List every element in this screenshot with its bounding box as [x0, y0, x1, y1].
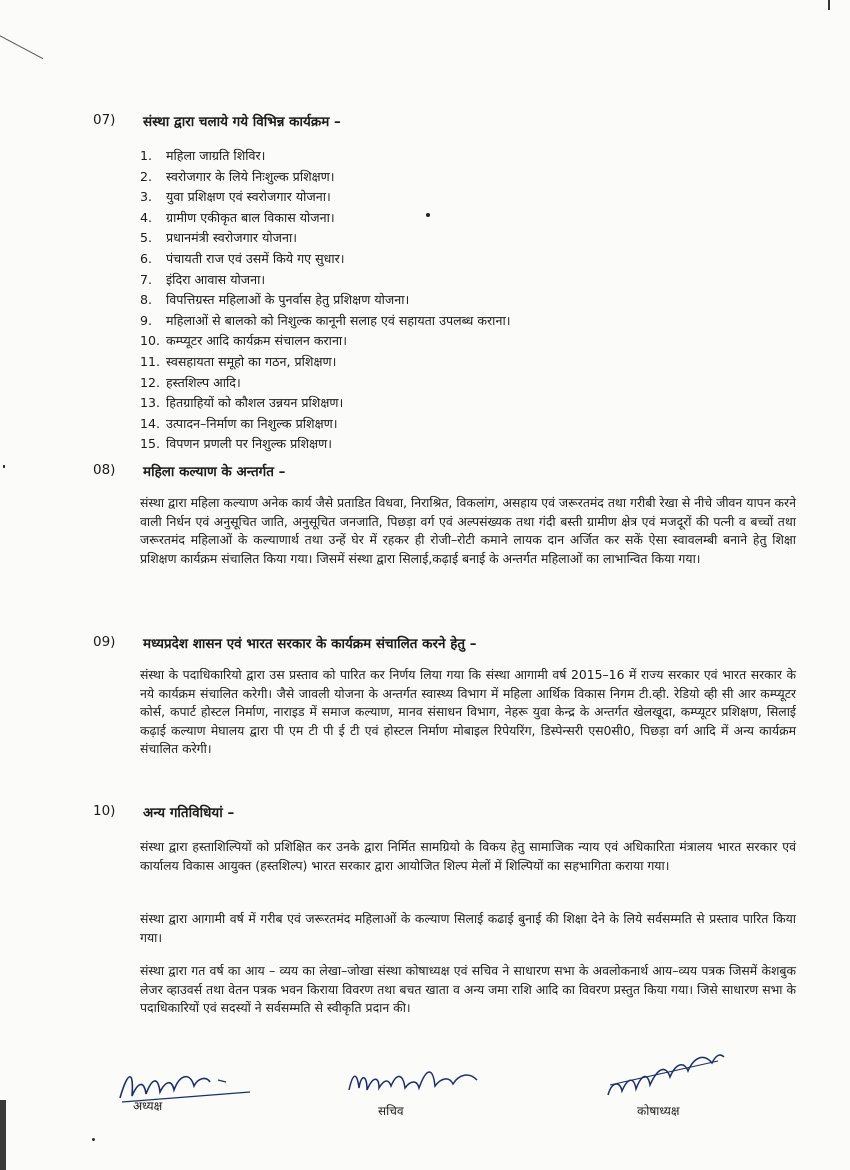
- list-item-text: हस्तशिल्प आदि।: [166, 374, 241, 390]
- paragraph-09: संस्था के पदाधिकारियो द्वारा उस प्रस्ताव को पारित कर निर्णय लिया गया कि संस्था आगामी वर्ष 2015–16 में राज्य सरकार एवं भारत सरकार के नये कार्यक्रम संचालित करेगी। जैसे जावली योजना के अन्तर्गत स्वास्थ्य विभाग में महिला आर्थिक विकास निगम टी.व्ही. रेडियो व्ही सी आर कम्प्यूटर कोर्स, कपार्ट होस्टल निर्माण, नाराइड में समाज कल्याण, मानव संसाधन विभाग, नेहरू युवा केन्द्र के अन्तर्गत खेलखूदा, कम्प्यूटर प्रशिक्षण, सिलाई कढ़ाई कल्याण मेघालय द्वारा पी एम टी पी ई टी एवं होस्टल निर्माण मोबाइल रिपेयरिंग, डिस्पेन्सरी एस0सी0, पिछड़ा वर्ग आदि में अन्य कार्यक्रम संचालित करेगी।: [140, 667, 797, 757]
- list-item-text: हितग्राहियों को कौशल उन्नयन प्रशिक्षण।: [166, 395, 344, 411]
- section-10-heading: [93, 803, 234, 821]
- list-item-number: 6.: [140, 250, 153, 266]
- list-item: [140, 167, 510, 188]
- scan-edge-mark-top: [828, 0, 830, 10]
- treasurer-label: कोषाध्यक्ष: [637, 1104, 680, 1118]
- list-item-text: महिला जाग्रति शिविर।: [166, 148, 266, 163]
- list-item-number: 2.: [140, 168, 153, 184]
- list-item-text: इंदिरा आवास योजना।: [166, 271, 266, 287]
- list-item-number: 5.: [140, 230, 153, 246]
- list-item-text: प्रधानमंत्री स्वरोजगार योजना।: [166, 230, 298, 246]
- list-item-number: 9.: [140, 312, 153, 328]
- section-09-heading: [93, 634, 477, 652]
- section-07-heading: [93, 112, 341, 130]
- list-item-text: ग्रामीण एकीकृत बाल विकास योजना।: [166, 209, 335, 225]
- list-item-number: 3.: [140, 189, 153, 205]
- section-number: 08): [93, 462, 116, 478]
- list-item-text: स्वरोजगार के लिये निःशुल्क प्रशिक्षण।: [166, 168, 335, 184]
- paragraph-10a: संस्था द्वारा हस्ताशिल्पियों को प्रशिक्षित कर उनके द्वारा निर्मित सामग्रियो के विकय हेतु सामाजिक न्याय एवं अधिकारिता मंत्रालय भारत सरकार एवं कार्यालय विकास आयुक्त (हस्तशिल्प) भारत सरकार द्वारा आयोजित शिल्प मेलों में शिल्पियों का सहभागिता कराया गया।: [140, 839, 796, 873]
- list-item-text: पंचायती राज एवं उसमें किये गए सुधार।: [166, 250, 345, 266]
- scan-edge-dot-left: [3, 465, 5, 468]
- section-title: संस्था द्वारा चलाये गये विभिन्न कार्यक्रम –: [143, 114, 341, 130]
- list-item: [140, 352, 510, 373]
- section-number: 10): [93, 803, 116, 819]
- secretary-label: सचिव: [378, 1104, 404, 1118]
- section-title: मध्यप्रदेश शासन एवं भारत सरकार के कार्यक्रम संचालित करने हेतु –: [143, 636, 477, 652]
- list-item-number: 7.: [140, 271, 153, 287]
- paragraph-10b: संस्था द्वारा आगामी वर्ष में गरीब एवं जरूरतमंद महिलाओं के कल्याण सिलाई कढाई बुनाई की शिक्षा देने के लिये सर्वसम्मति से प्रस्ताव पारित किया गया।: [140, 911, 796, 945]
- list-item-number: 15.: [140, 436, 161, 452]
- list-item: [140, 414, 510, 435]
- stray-dot: [426, 213, 430, 217]
- list-item: [140, 270, 510, 291]
- list-item-number: 10.: [140, 333, 161, 349]
- list-item: [140, 311, 510, 332]
- list-item-number: 12.: [140, 374, 161, 390]
- list-item: [140, 290, 510, 311]
- list-item-text: उत्पादन–निर्माण का निशुल्क प्रशिक्षण।: [166, 415, 338, 431]
- scan-corner-mark: [0, 30, 43, 59]
- treasurer-signature: [600, 1045, 730, 1105]
- list-item: [140, 146, 510, 167]
- paragraph-08: संस्था द्वारा महिला कल्याण अनेक कार्य जैसे प्रताडित विधवा, निराश्रित, विकलांग, असहाय एवं जरूरतमंद तथा गरीबी रेखा से नीचे जीवन यापन करने वाली निर्धन एवं अनुसूचित जाति, अनुसूचित जनजाति, पिछड़ा वर्ग एवं अल्पसंख्यक तथा गंदी बस्ती ग्रामीण क्षेत्र एवं मजदूरों की पत्नी व बच्चों तथा जरूरतमंद महिलाओं के कल्याणार्थ तथा उन्हें घेर में रहकर ही रोजी–रोटी कमाने लायक दान अर्जित कर सकें ऐसा स्वावलम्बी बनाने हेतु शिक्षा प्रशिक्षण कार्यक्रम संचालित किया गया। जिसमें संस्था द्वारा सिलाई,कढ़ाई बनाई के अन्तर्गत महिलाओं का लाभान्वित किया गया।: [140, 495, 796, 566]
- list-item-text: विपणन प्रणली पर निशुल्क प्रशिक्षण।: [166, 436, 332, 452]
- section-number: 09): [93, 634, 116, 650]
- list-item-text: कम्प्यूटर आदि कार्यक्रम संचालन कराना।: [166, 333, 347, 349]
- section-title: अन्य गतिविधियां –: [143, 805, 235, 821]
- list-item: [140, 373, 510, 394]
- paragraph-10c: संस्था द्वारा गत वर्ष का आय – व्यय का लेखा–जोखा संस्था कोषाध्यक्ष एवं सचिव ने साधारण सभा के अवलोकनार्थ आय–व्यय पत्रक जिसमें केशबुक लेजर व्हाउवर्स तथा वेतन पत्रक भवन किराया विवरण तथा बचत खाता व अन्य जमा राशि आदि का विवरण प्रस्तुत किया गया। जिसे साधारण सभा के पदाधिकारियों एवं सदस्यों ने सर्वसम्मति से स्वीकृति प्रदान की।: [140, 963, 796, 1016]
- list-item-text: स्वसहायता समूहो का गठन, प्रशिक्षण।: [166, 353, 337, 369]
- list-item: [140, 393, 510, 414]
- list-item: [140, 187, 510, 208]
- secretary-signature: [345, 1062, 495, 1102]
- section-08-heading: [93, 462, 285, 480]
- list-item-text: महिलाओं से बालको को निशुल्क कानूनी सलाह एवं सहायता उपलब्ध कराना।: [166, 312, 511, 328]
- list-item: [140, 228, 510, 249]
- section-number: 07): [93, 112, 116, 128]
- list-item-text: विपत्तिग्रस्त महिलाओं के पुनर्वास हेतु प्रशिक्षण योजना।: [166, 292, 410, 308]
- list-item-number: 4.: [140, 209, 153, 225]
- list-item: [140, 208, 510, 229]
- list-item-number: 1.: [140, 148, 153, 163]
- list-item-number: 13.: [140, 395, 161, 411]
- list-item-number: 14.: [140, 415, 161, 431]
- section-title: महिला कल्याण के अन्तर्गत –: [143, 464, 286, 480]
- list-item-text: युवा प्रशिक्षण एवं स्वरोजगार योजना।: [166, 189, 331, 205]
- list-item-number: 11.: [140, 353, 161, 369]
- list-item-number: 8.: [140, 292, 153, 308]
- scan-edge-dot-bottom: [92, 1138, 95, 1141]
- list-item: [140, 434, 510, 455]
- programs-list: [140, 146, 510, 455]
- scan-edge-mark-left: [0, 1100, 6, 1170]
- list-item: [140, 249, 510, 270]
- president-label: अध्यक्ष: [133, 1099, 163, 1113]
- list-item: [140, 331, 510, 352]
